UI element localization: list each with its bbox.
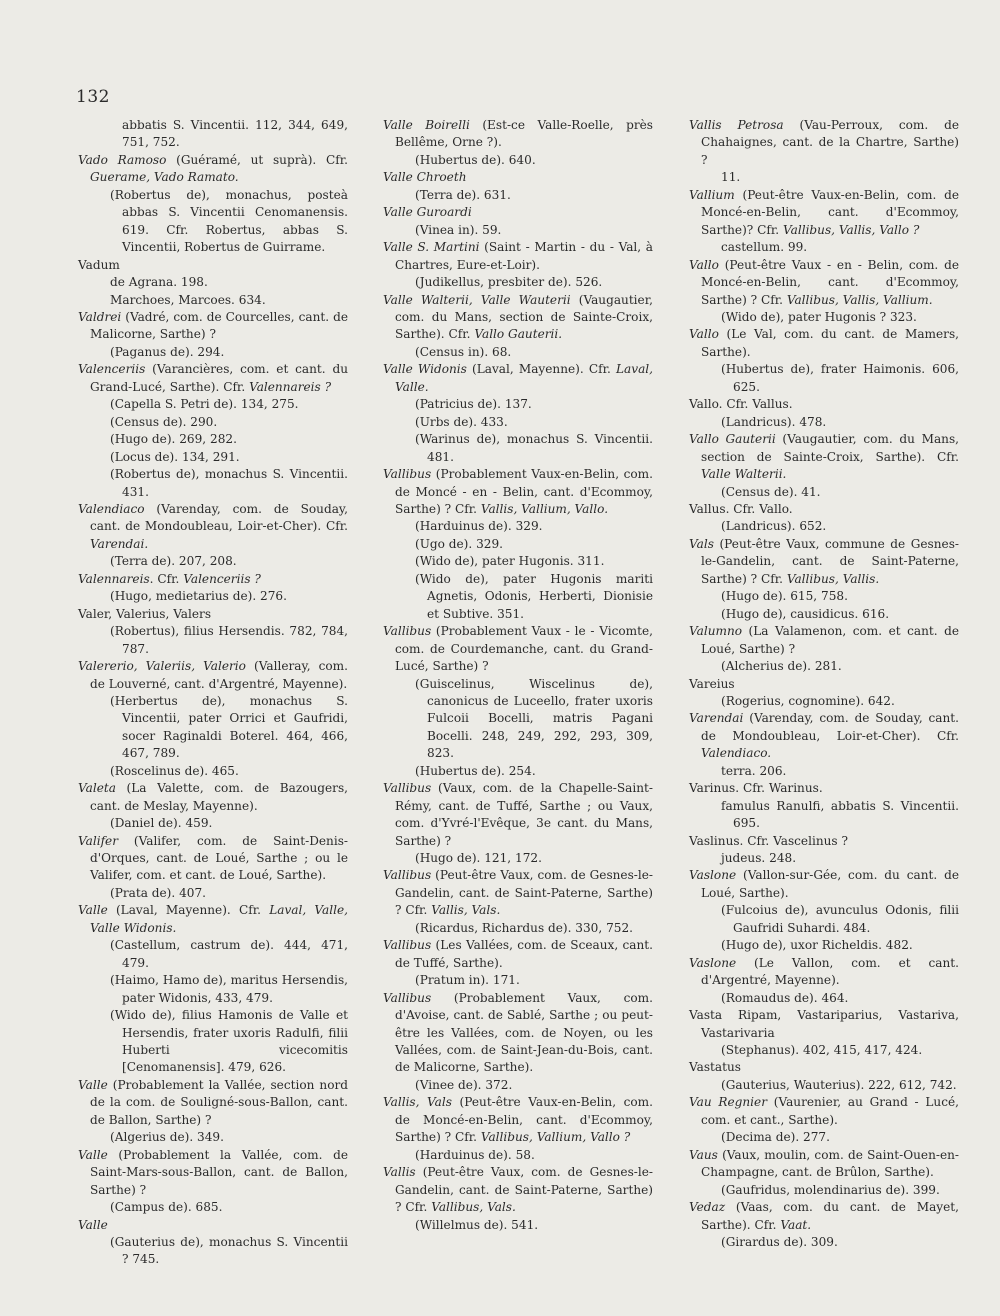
index-entry	[689, 326, 959, 396]
sub-entry: (Decima de). 277.	[721, 1130, 830, 1145]
entry-headword-line	[383, 867, 653, 919]
index-entry	[383, 239, 653, 291]
entry-description: (Varenday, com. de Souday, cant. de Mondoubleau, Loir-et-Cher). Cfr.	[90, 501, 348, 534]
sub-entry: (Ugo de). 329.	[415, 536, 504, 551]
headword: Valumno	[689, 624, 743, 639]
sub-entry: (Census de). 41.	[721, 484, 821, 499]
entry-headword-line	[689, 867, 959, 902]
sub-entry: (Algerius de). 349.	[110, 1130, 224, 1145]
entry-description: (Probablement la Vallée, section nord de la com. de Souligné-sous-Ballon, cant. de Ballon, Sarthe) ?	[90, 1077, 348, 1127]
cross-reference: Laval, Valle.	[395, 362, 654, 394]
index-entry	[383, 623, 653, 780]
index-entry	[383, 937, 653, 989]
index-entry	[383, 292, 653, 362]
sub-entry: (Robertus), filius Hersendis. 782, 784, 787.	[110, 624, 348, 656]
headword: Vedaz	[689, 1200, 726, 1215]
entry-headword-line	[689, 955, 959, 990]
entry-description: (La Valette, com. de Bazougers, cant. de Meslay, Mayenne).	[90, 781, 348, 813]
index-entry	[78, 833, 348, 903]
headword: Vallo. Cfr. Vallus.	[689, 397, 793, 412]
entry-description: (Le Val, com. du cant. de Mamers, Sarthe).	[701, 327, 959, 359]
sub-entry: Marchoes, Marcoes. 634.	[110, 292, 266, 307]
entry-headword-line	[383, 990, 653, 1077]
index-entry	[78, 571, 348, 606]
entry-description: (Valifer, com. de Saint-Denis-d'Orques, cant. de Loué, Sarthe ; ou le Valifer, com. et cant. de Loué, Sarthe).	[90, 833, 348, 883]
index-entry	[689, 1147, 959, 1199]
cross-reference: Vallibus, Vallis.	[786, 571, 880, 586]
index-entry	[689, 1094, 959, 1146]
index-entry	[689, 396, 959, 431]
entry-headword-line	[689, 710, 959, 762]
sub-entry: (Gauterius de), monachus S. Vincentii ? 745.	[110, 1235, 348, 1267]
entry-headword-line	[383, 623, 653, 675]
entry-headword-line	[689, 326, 959, 361]
entry-description: (Le Vallon, com. et cant. d'Argentré, Mayenne).	[701, 955, 959, 988]
index-entry	[689, 1059, 959, 1094]
headword: Valennareis	[78, 571, 150, 586]
sub-entry: (Fulcoius de), avunculus Odonis, filii Gaufridi Suhardi. 484.	[721, 903, 959, 935]
entry-description: (Vau-Perroux, com. de Chahaignes, cant. de la Chartre, Sarthe) ?	[701, 118, 960, 167]
cross-reference: Valle Walterii.	[701, 467, 787, 482]
sub-entry: (Hubertus de), frater Haimonis. 606, 625.	[721, 362, 959, 394]
entry-description: (Peut-être Vaux, commune de Gesnes-le-Gandelin, cant. de Saint-Paterne, Sarthe) ? Cfr.	[701, 536, 959, 586]
entry-headword-line	[383, 937, 653, 972]
index-entry	[383, 990, 653, 1095]
index-entry	[383, 1094, 653, 1164]
sub-entry: (Terra de). 631.	[415, 187, 511, 202]
sub-entry: (Wido de), filius Hamonis de Valle et Hersendis, frater uxoris Radulfi, filii Huberti vicecomitis [Cenomanensis]. 479, 626.	[110, 1008, 348, 1075]
entry-headword-line	[383, 780, 653, 850]
sub-entry: (Wido de), pater Hugonis ? 323.	[721, 309, 917, 324]
headword: Valle	[78, 1217, 108, 1232]
sub-entry: (Herbertus de), monachus S. Vincentii, pater Orrici et Gaufridi, socer Raginaldi Boterel. 464, 466, 467, 789.	[110, 693, 348, 761]
index-entry	[689, 501, 959, 536]
sub-entry: de Agrana. 198.	[110, 275, 208, 290]
sub-entry: (Warinus de), monachus S. Vincentii. 481.	[415, 432, 653, 464]
sub-entry: (Hugo de), uxor Richeldis. 482.	[721, 938, 913, 953]
cross-reference: Laval, Valle, Valle Widonis.	[90, 903, 348, 935]
headword: Vallis	[383, 1165, 416, 1180]
entry-headword-line	[78, 606, 348, 623]
sub-entry: (Stephanus). 402, 415, 417, 424.	[721, 1043, 923, 1058]
index-entry	[689, 623, 959, 675]
headword: Vallibus	[383, 467, 432, 482]
entry-headword-line	[689, 1147, 959, 1182]
headword: Vallium	[689, 187, 735, 202]
page-number: 132	[76, 87, 110, 107]
index-entry	[78, 1147, 348, 1217]
entry-headword-line	[689, 1007, 959, 1042]
sub-entry: (Vinee de). 372.	[415, 1077, 513, 1092]
entry-headword-line	[78, 361, 348, 396]
headword: Valer, Valerius, Valers	[78, 606, 212, 621]
entry-headword-line	[383, 204, 653, 221]
headword: Valenceriis	[78, 362, 146, 377]
headword: Vallo	[689, 327, 719, 342]
sub-entry: (Census in). 68.	[415, 344, 512, 359]
sub-entry: (Hugo de). 121, 172.	[415, 851, 542, 866]
headword: Vaslone	[689, 955, 737, 970]
index-entry	[383, 867, 653, 937]
sub-entry: (Census de). 290.	[110, 414, 218, 429]
entry-description: (Vallon-sur-Gée, com. du cant. de Loué, Sarthe).	[701, 868, 959, 900]
index-entry	[383, 169, 653, 204]
index-entry	[383, 117, 653, 169]
index-entry	[689, 431, 959, 501]
headword: Vaslone	[689, 868, 737, 883]
index-entry	[689, 780, 959, 832]
index-entry	[383, 466, 653, 623]
index-entry	[689, 955, 959, 1007]
entry-headword-line	[689, 1199, 959, 1234]
column-3	[689, 117, 959, 1251]
sub-entry: (Urbs de). 433.	[415, 414, 508, 429]
entry-description: (Peut-être Vaux-en-Belin, com. de Moncé-en-Belin, cant. d'Ecommoy, Sarthe)? Cfr.	[701, 187, 959, 237]
entry-description: (Vaugautier, com. du Mans, section de Sainte-Croix, Sarthe). Cfr.	[701, 432, 959, 464]
sub-entry: famulus Ranulfi, abbatis S. Vincentii. 695.	[721, 798, 959, 831]
sub-entry: terra. 206.	[721, 763, 787, 778]
entry-description: (Saint - Martin - du - Val, à Chartres, Eure-et-Loir).	[395, 240, 653, 272]
entry-description: (Vaugautier, com. du Mans, section de Sainte-Croix, Sarthe). Cfr.	[395, 292, 654, 342]
entry-description: (Varenday, com. de Souday, cant. de Mondoubleau, Loir-et-Cher). Cfr.	[701, 711, 959, 743]
headword: Vallis, Vals	[383, 1095, 452, 1110]
sub-entry: (Pratum in). 171.	[415, 973, 520, 988]
index-entry	[689, 117, 959, 187]
headword: Vado Ramoso	[78, 152, 167, 167]
index-entry	[689, 1199, 959, 1251]
sub-entry: (Harduinus de). 58.	[415, 1147, 535, 1162]
entry-description: (Peut-être Vaux, com. de Gesnes-le-Gandelin, cant. de Saint-Paterne, Sarthe) ? Cfr.	[395, 1165, 653, 1215]
entry-description: (Varancières, com. et cant. du Grand-Lucé, Sarthe). Cfr.	[90, 362, 348, 394]
entry-headword-line	[78, 902, 348, 937]
headword: Varendai	[689, 711, 744, 726]
entry-headword-line	[689, 676, 959, 693]
index-entry	[78, 902, 348, 1077]
entry-description: (Les Vallées, com. de Sceaux, cant. de Tuffé, Sarthe).	[395, 938, 653, 970]
headword: Valle	[78, 1147, 108, 1162]
cross-reference: Vallo Gauterii.	[474, 327, 563, 342]
headword: Vallibus	[383, 868, 432, 883]
entry-headword-line	[78, 501, 348, 553]
index-entry	[78, 606, 348, 658]
headword: Vareius	[689, 676, 735, 691]
index-entry	[689, 187, 959, 257]
entry-description: (La Valamenon, com. et cant. de Loué, Sarthe) ?	[701, 624, 959, 656]
headword: Vallibus	[383, 624, 432, 639]
entry-headword-line	[78, 1077, 348, 1129]
headword: Varinus. Cfr. Warinus.	[689, 781, 823, 796]
sub-entry: (Hugo, medietarius de). 276.	[110, 589, 287, 604]
entry-description: (Probablement Vaux, com. d'Avoise, cant. de Sablé, Sarthe ; ou peut-être les Vallées, com. de Noyen, ou les Vallées, com. de Saint-Jean-du-Bois, cant. de Malicorne, Sarthe).	[395, 990, 653, 1075]
entry-description: (Guéramé, ut suprà). Cfr.	[166, 152, 348, 167]
entry-headword-line	[689, 1094, 959, 1129]
entry-description: (Laval, Mayenne). Cfr.	[107, 903, 270, 918]
entry-headword-line	[689, 117, 959, 169]
entry-headword-line	[689, 833, 959, 850]
entry-description: (Probablement la Vallée, com. de Saint-Mars-sous-Ballon, cant. de Ballon, Sarthe) ?	[90, 1147, 348, 1197]
sub-entry: (Ricardus, Richardus de). 330, 752.	[415, 920, 633, 935]
sub-entry: (Alcherius de). 281.	[721, 659, 842, 674]
sub-entry: (Capella S. Petri de). 134, 275.	[110, 397, 299, 412]
headword: Valeta	[78, 781, 116, 796]
index-entry	[383, 204, 653, 239]
entry-headword-line	[78, 1217, 348, 1234]
entry-description: (Vaux, moulin, com. de Saint-Ouen-en-Champagne, cant. de Brûlon, Sarthe).	[701, 1147, 959, 1180]
index-entry	[78, 117, 348, 152]
entry-headword-line	[78, 571, 348, 588]
index-entry	[689, 867, 959, 954]
index-entry	[78, 152, 348, 257]
cross-reference: Guerame, Vado Ramato.	[90, 170, 239, 185]
entry-headword-line	[383, 1094, 653, 1146]
cross-reference: Vallis, Vallium, Vallo.	[480, 501, 609, 516]
index-entry	[78, 309, 348, 361]
entry-description: (Peut-être Vaux - en - Belin, com. de Moncé-en-Belin, cant. d'Ecommoy, Sarthe) ? Cfr.	[701, 257, 959, 307]
headword: Valle Widonis	[383, 362, 467, 377]
index-entry	[78, 1077, 348, 1147]
headword: Valle Chroeth	[383, 170, 467, 185]
entry-headword-line	[78, 658, 348, 693]
entry-headword-line	[383, 361, 653, 396]
headword: Valle S. Martini	[383, 240, 480, 255]
index-entry	[78, 501, 348, 571]
entry-description: (Vaurenier, au Grand - Lucé, com. et cant., Sarthe).	[701, 1095, 959, 1127]
sub-entry: (Wido de), pater Hugonis. 311.	[415, 554, 605, 569]
entry-headword-line	[689, 501, 959, 518]
index-entry	[383, 361, 653, 466]
sub-entry: (Landricus). 478.	[721, 414, 827, 429]
index-entry	[689, 1007, 959, 1059]
cross-reference: Vaat.	[780, 1217, 812, 1232]
cross-reference: Vallibus, Vals.	[431, 1200, 516, 1215]
headword: Valdrei	[78, 309, 122, 324]
sub-entry: (Prata de). 407.	[110, 885, 206, 900]
headword: Valle Walterii, Valle Wauterii	[383, 292, 571, 307]
headword: Vallibus	[383, 990, 432, 1005]
cross-reference: Valennareis ?	[249, 379, 332, 394]
headword: Valle Boirelli	[383, 118, 470, 132]
sub-entry: (Daniel de). 459.	[110, 816, 213, 831]
headword: Vallibus	[383, 781, 432, 796]
headword: Vallibus	[383, 938, 432, 953]
sub-entry: (Hubertus de). 254.	[415, 763, 536, 778]
entry-headword-line	[78, 780, 348, 815]
index-entry	[78, 658, 348, 780]
sub-entry: (Landricus). 652.	[721, 519, 827, 534]
cross-reference: Vallibus, Vallis, Vallium.	[786, 292, 933, 307]
entry-headword-line	[383, 169, 653, 186]
sub-entry: (Hugo de). 269, 282.	[110, 432, 237, 447]
sub-entry: (Robertus de), monachus, posteà abbas S. Vincentii Cenomanensis. 619. Cfr. Robertus, abbas S. Vincentii, Robertus de Guirrame.	[110, 187, 348, 255]
entry-description: (Peut-être Vaux, com. de Gesnes-le-Gandelin, cant. de Saint-Paterne, Sarthe) ? Cfr.	[395, 868, 653, 918]
sub-entry: (Robertus de), monachus S. Vincentii. 431.	[110, 467, 348, 499]
cross-reference: Valendiaco.	[701, 746, 772, 761]
sub-entry: (Castellum, castrum de). 444, 471, 479.	[110, 938, 348, 970]
entry-headword-line	[383, 1164, 653, 1216]
entry-description: (Valleray, com. de Louverné, cant. d'Argentré, Mayenne).	[90, 659, 348, 691]
entry-headword-line	[689, 257, 959, 309]
headword: Vallo	[689, 257, 719, 272]
cross-reference: Vallibus, Vallis, Vallo ?	[783, 222, 920, 237]
column-2	[383, 117, 653, 1234]
sub-entry: (Rogerius, cognomine). 642.	[721, 693, 895, 708]
index-entry	[689, 536, 959, 623]
sub-entry: (Gauterius, Wauterius). 222, 612, 742.	[721, 1077, 957, 1092]
headword: Valle	[78, 903, 108, 918]
entry-headword-line	[689, 396, 959, 413]
sub-entry: 11.	[721, 170, 741, 185]
entry-description: (Probablement Vaux-en-Belin, com. de Moncé - en - Belin, cant. d'Ecommoy, Sarthe) ? Cfr.	[395, 467, 653, 516]
entry-continuation: abbatis S. Vincentii. 112, 344, 649, 751, 752.	[122, 118, 348, 150]
headword: Vallis Petrosa	[689, 118, 784, 132]
cross-reference: Vallibus, Vallium, Vallo ?	[480, 1130, 631, 1145]
entry-headword-line	[78, 1147, 348, 1199]
cross-reference: Valenceriis ?	[183, 571, 261, 586]
sub-entry: (Harduinus de). 329.	[415, 519, 543, 534]
entry-headword-line	[383, 117, 653, 152]
headword: Valifer	[78, 833, 118, 848]
entry-description: (Laval, Mayenne). Cfr.	[466, 362, 617, 377]
index-entry	[78, 361, 348, 501]
index-entry	[689, 676, 959, 711]
entry-description: (Probablement Vaux - le - Vicomte, com. de Courdemanche, cant. du Grand-Lucé, Sarthe) ?	[395, 624, 653, 674]
headword: Valle Guroardi	[383, 205, 472, 220]
entry-description: (Vaux, com. de la Chapelle-Saint-Rémy, cant. de Tuffé, Sarthe ; ou Vaux, com. d'Yvré-l'Evêque, 3e cant. du Mans, Sarthe) ?	[395, 781, 653, 848]
cross-reference: Vallis, Vals.	[431, 903, 501, 918]
headword: Vaslinus. Cfr. Vascelinus ?	[689, 833, 848, 848]
headword: Vau Regnier	[689, 1095, 767, 1110]
entry-headword-line	[689, 187, 959, 239]
sub-entry: (Judikellus, presbiter de). 526.	[415, 275, 603, 290]
headword: Valle	[78, 1077, 108, 1092]
entry-headword-line	[78, 833, 348, 885]
sub-entry: (Girardus de). 309.	[721, 1235, 838, 1249]
sub-entry: judeus. 248.	[721, 851, 797, 866]
headword: Vals	[689, 536, 714, 551]
headword: Vaus	[689, 1147, 718, 1162]
index-entry	[78, 780, 348, 832]
sub-entry: (Terra de). 207, 208.	[110, 554, 237, 569]
index-entry	[78, 257, 348, 309]
entry-headword-line	[689, 1059, 959, 1076]
sub-entry: (Hubertus de). 640.	[415, 152, 536, 167]
entry-headword-line	[383, 292, 653, 344]
sub-entry: (Haimo, Hamo de), maritus Hersendis, pater Widonis, 433, 479.	[110, 973, 348, 1005]
sub-entry: (Romaudus de). 464.	[721, 990, 849, 1005]
sub-entry: (Wido de), pater Hugonis mariti Agnetis, Odonis, Herberti, Dionisie et Subtive. 351.	[415, 571, 653, 621]
sub-entry: (Paganus de). 294.	[110, 344, 225, 359]
index-entry	[383, 1164, 653, 1234]
index-entry	[689, 257, 959, 327]
entry-description: (Vadré, com. de Courcelles, cant. de Malicorne, Sarthe) ?	[90, 309, 348, 342]
headword: Vadum	[78, 257, 120, 272]
column-1	[78, 117, 348, 1269]
headword: Valererio, Valeriis, Valerio	[78, 659, 246, 674]
entry-headword-line	[78, 152, 348, 187]
sub-entry: castellum. 99.	[721, 240, 808, 255]
cross-reference: Varendai.	[90, 536, 149, 551]
entry-headword-line	[689, 623, 959, 658]
entry-description: (Peut-être Vaux-en-Belin, com. de Moncé-en-Belin, cant. d'Ecommoy, Sarthe) ? Cfr.	[395, 1095, 653, 1145]
entry-headword-line	[383, 239, 653, 274]
entry-description: . Cfr.	[149, 571, 184, 586]
headword: Vallus. Cfr. Vallo.	[689, 501, 793, 516]
sub-entry: (Hugo de). 615, 758.	[721, 589, 848, 604]
entry-headword-line	[383, 466, 653, 518]
sub-entry: (Willelmus de). 541.	[415, 1217, 539, 1232]
index-entry	[689, 710, 959, 780]
index-entry	[383, 780, 653, 867]
entry-headword-line	[689, 431, 959, 483]
headword: Vallo Gauterii	[689, 432, 776, 447]
headword: Vasta Ripam, Vastariparius, Vastariva, Vastarivaria	[689, 1008, 959, 1040]
index-entry	[78, 1217, 348, 1269]
entry-headword-line	[78, 309, 348, 344]
index-entry	[689, 833, 959, 868]
sub-entry: (Vinea in). 59.	[415, 222, 502, 237]
sub-entry: (Locus de). 134, 291.	[110, 449, 240, 464]
headword: Vastatus	[689, 1060, 741, 1075]
entry-headword-line	[78, 257, 348, 274]
sub-entry: (Gaufridus, molendinarius de). 399.	[721, 1182, 940, 1197]
entry-description: (Est-ce Valle-Roelle, près Bellême, Orne ?).	[395, 118, 653, 150]
sub-entry: (Roscelinus de). 465.	[110, 763, 239, 778]
entry-headword-line	[689, 536, 959, 588]
sub-entry: (Hugo de), causidicus. 616.	[721, 606, 890, 621]
sub-entry: (Campus de). 685.	[110, 1200, 223, 1215]
entry-description: (Vaas, com. du cant. de Mayet, Sarthe). Cfr.	[701, 1200, 959, 1232]
sub-entry: (Patricius de). 137.	[415, 397, 532, 412]
sub-entry: (Guiscelinus, Wiscelinus de), canonicus de Luceello, frater uxoris Fulcoii Bocelli, matris Pagani Bocelli. 248, 249, 292, 293, 309, 823.	[415, 676, 653, 761]
headword: Valendiaco	[78, 501, 145, 516]
entry-headword-line	[689, 780, 959, 797]
